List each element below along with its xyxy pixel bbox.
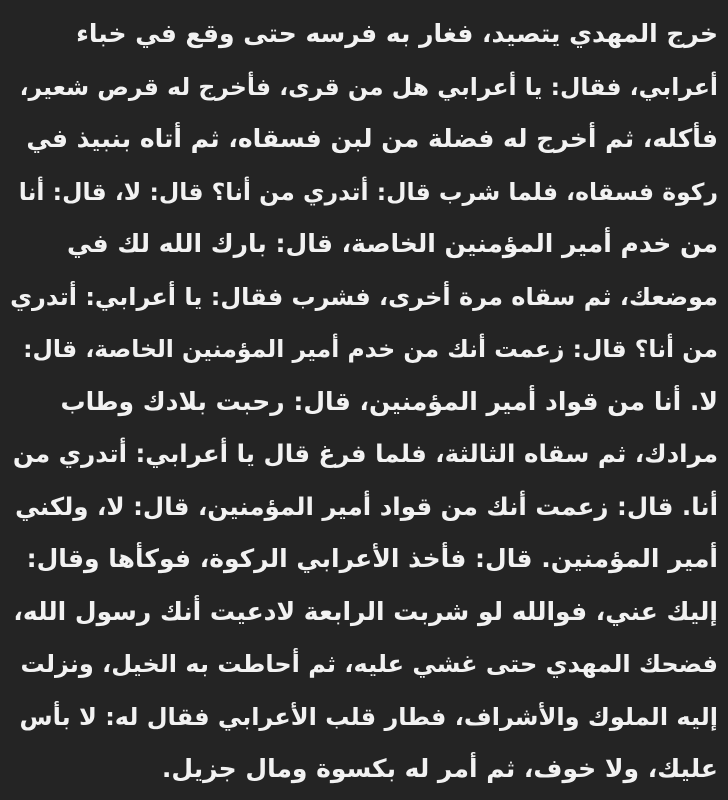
text-line: من خدم أمير المؤمنين الخاصة، قال: بارك الله لك في — [66, 229, 718, 258]
text-line: أنا. قال: زعمت أنك من قواد أمير المؤمنين، قال: لا، ولكني — [15, 491, 718, 521]
story-text — [10, 8, 718, 796]
text-line: ركوة فسقاه، فلما شرب قال: أتدري من أنا؟ قال: لا، قال: أنا — [18, 177, 718, 206]
text-line: لا. أنا من قواد أمير المؤمنين، قال: رحبت بلادك وطاب — [60, 386, 718, 416]
text-line: عليك، ولا خوف، ثم أمر له بكسوة ومال جزيل. — [161, 754, 718, 783]
text-line: إليك عني، فوالله لو شربت الرابعة لادعيت أنك رسول الله، — [13, 596, 718, 626]
text-line: فأكله، ثم أخرج له فضلة من لبن فسقاه، ثم أتاه بنبيذ في — [26, 124, 718, 153]
text-line: خرج المهدي يتصيد، فغار به فرسه حتى وقع في خباء — [76, 19, 718, 48]
text-line: أمير المؤمنين. قال: فأخذ الأعرابي الركوة، فوكأها وقال: — [26, 544, 718, 573]
text-line: موضعك، ثم سقاه مرة أخرى، فشرب فقال: يا أعرابي: أتدري — [10, 282, 718, 311]
text-line: مرادك، ثم سقاه الثالثة، فلما فرغ قال يا أعرابي: أتدري من — [12, 439, 718, 468]
text-line: أعرابي، فقال: يا أعرابي هل من قرى، فأخرج له قرص شعير، — [19, 72, 718, 101]
text-line: فضحك المهدي حتى غشي عليه، ثم أحاطت به الخيل، ونزلت — [20, 650, 718, 678]
text-line: من أنا؟ قال: زعمت أنك من خدم أمير المؤمنين الخاصة، قال: — [23, 335, 718, 363]
text-line: إليه الملوك والأشراف، فطار قلب الأعرابي فقال له: لا بأس — [19, 702, 718, 731]
